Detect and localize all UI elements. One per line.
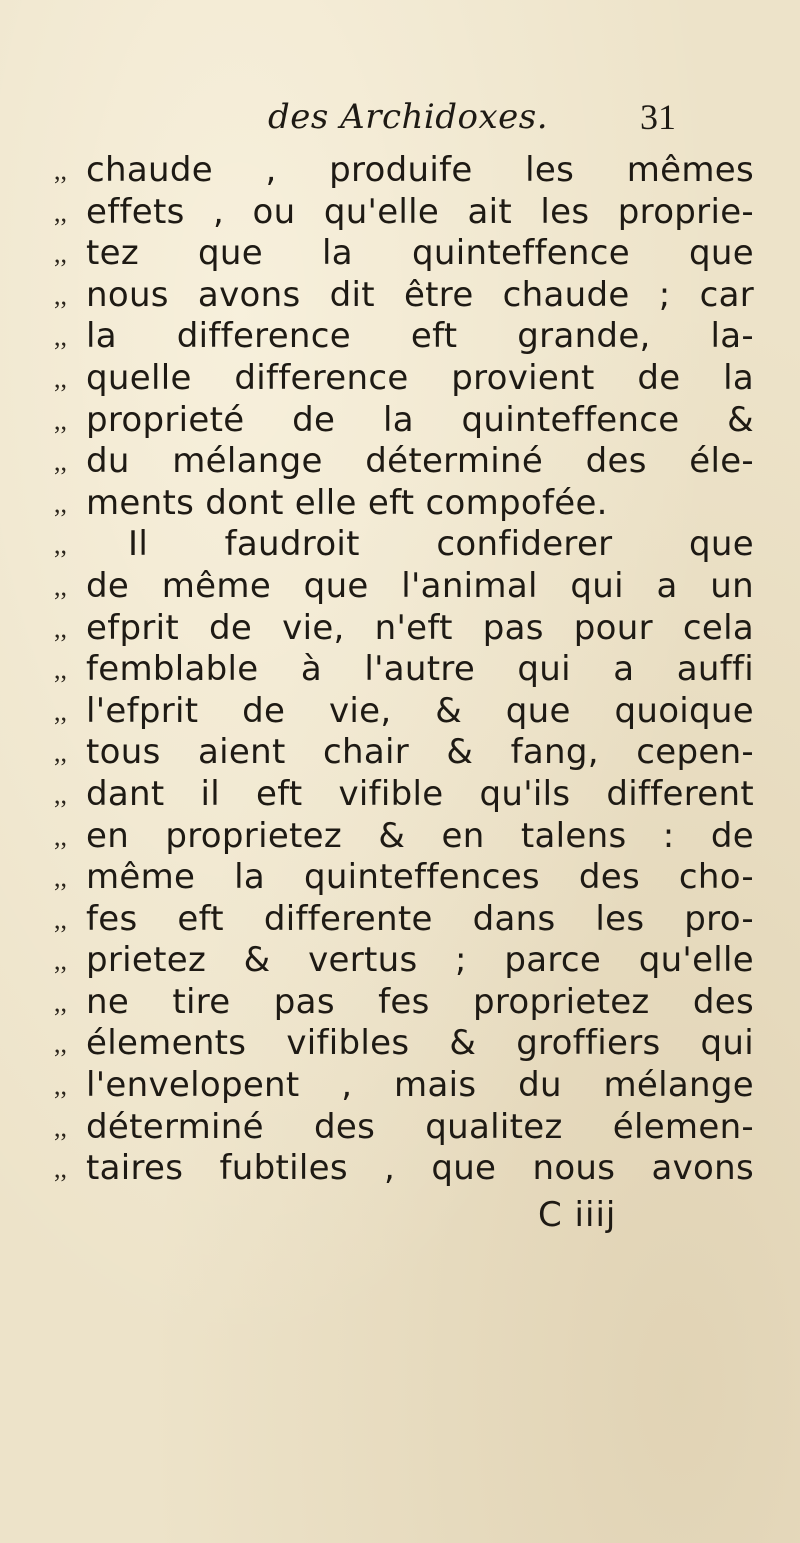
quotation-mark: ,, bbox=[54, 322, 67, 352]
quotation-mark: ,, bbox=[54, 696, 67, 726]
quotation-mark: ,, bbox=[54, 239, 67, 269]
quotation-mark: ,, bbox=[54, 1112, 67, 1142]
line-text: tous aient chair & fang, cepen- bbox=[86, 732, 754, 773]
running-title: des Archidoxes. bbox=[268, 97, 549, 137]
quotation-mark: ,, bbox=[54, 1154, 67, 1184]
text-line bbox=[54, 566, 754, 608]
line-text: de même que l'animal qui a un bbox=[86, 565, 754, 606]
quotation-mark: ,, bbox=[54, 613, 67, 643]
line-text: même la quinteffences des cho- bbox=[86, 857, 754, 898]
text-line bbox=[54, 982, 754, 1024]
line-text: prietez & vertus ; parce qu'elle bbox=[86, 940, 754, 981]
text-line bbox=[54, 400, 754, 442]
text-line bbox=[54, 1107, 754, 1149]
quotation-mark: ,, bbox=[54, 1071, 67, 1101]
line-text: fes eft differente dans les pro- bbox=[86, 898, 754, 939]
line-text: élements vifibles & groffiers qui bbox=[86, 1023, 754, 1064]
text-line bbox=[54, 691, 754, 733]
text-line bbox=[54, 608, 754, 650]
quotation-mark: ,, bbox=[54, 779, 67, 809]
line-text: taires fubtiles , que nous avons bbox=[86, 1148, 754, 1189]
text-line bbox=[54, 316, 754, 358]
body-text bbox=[54, 150, 754, 1190]
text-line bbox=[54, 940, 754, 982]
line-text: quelle difference provient de la bbox=[86, 357, 754, 398]
quotation-mark: ,, bbox=[54, 156, 67, 185]
quotation-mark: ,, bbox=[54, 821, 67, 851]
text-line bbox=[54, 358, 754, 400]
quotation-mark: ,, bbox=[54, 405, 67, 435]
quotation-mark: ,, bbox=[54, 1029, 67, 1059]
text-line bbox=[54, 816, 754, 858]
quotation-mark: ,, bbox=[54, 197, 67, 227]
line-text: Il faudroit confiderer que bbox=[128, 524, 754, 565]
text-line bbox=[54, 1023, 754, 1065]
line-text: tez que la quinteffence que bbox=[86, 233, 754, 274]
text-line bbox=[54, 192, 754, 234]
text-line bbox=[54, 899, 754, 941]
quotation-mark: ,, bbox=[54, 571, 67, 601]
line-text: déterminé des qualitez élemen- bbox=[86, 1106, 754, 1147]
line-text: la difference eft grande, la- bbox=[86, 316, 754, 357]
text-line bbox=[54, 233, 754, 275]
line-text: chaude , produife les mêmes bbox=[86, 150, 754, 190]
text-line bbox=[54, 1065, 754, 1107]
running-head bbox=[0, 92, 800, 142]
text-line bbox=[54, 441, 754, 483]
line-text: l'efprit de vie, & que quoique bbox=[86, 690, 754, 731]
quotation-mark: ,, bbox=[54, 447, 67, 477]
line-text: femblable à l'autre qui a auffi bbox=[86, 649, 754, 690]
quotation-mark: ,, bbox=[54, 488, 67, 518]
text-line bbox=[54, 732, 754, 774]
quotation-mark: ,, bbox=[54, 904, 67, 934]
line-text: du mélange déterminé des éle- bbox=[86, 441, 754, 482]
text-line bbox=[54, 857, 754, 899]
text-line bbox=[54, 150, 754, 192]
line-text: efprit de vie, n'eft pas pour cela bbox=[86, 607, 754, 648]
line-text: ne tire pas fes proprietez des bbox=[86, 981, 754, 1022]
quotation-mark: ,, bbox=[54, 738, 67, 768]
text-line bbox=[54, 275, 754, 317]
line-text: l'envelopent , mais du mélange bbox=[86, 1065, 754, 1106]
signature-mark: C iiij bbox=[538, 1195, 617, 1235]
page-number: 31 bbox=[640, 97, 676, 137]
quotation-mark: ,, bbox=[54, 946, 67, 976]
text-line bbox=[54, 483, 754, 525]
text-line bbox=[54, 774, 754, 816]
quotation-mark: ,, bbox=[54, 280, 67, 310]
line-text: ments dont elle eft compofée. bbox=[86, 482, 608, 523]
quotation-mark: ,, bbox=[54, 363, 67, 393]
text-line bbox=[54, 1148, 754, 1190]
quotation-mark: ,, bbox=[54, 987, 67, 1017]
text-line-paragraph-start bbox=[54, 524, 754, 566]
quotation-mark: ,, bbox=[54, 863, 67, 893]
quotation-mark: ,, bbox=[54, 655, 67, 685]
line-text: effets , ou qu'elle ait les proprie- bbox=[86, 191, 754, 232]
quotation-mark: ,, bbox=[54, 530, 67, 560]
text-line bbox=[54, 649, 754, 691]
line-text: en proprietez & en talens : de bbox=[86, 815, 754, 856]
line-text: dant il eft vifible qu'ils different bbox=[86, 773, 754, 814]
line-text: nous avons dit être chaude ; car bbox=[86, 274, 754, 315]
line-text: proprieté de la quinteffence & bbox=[86, 399, 754, 440]
